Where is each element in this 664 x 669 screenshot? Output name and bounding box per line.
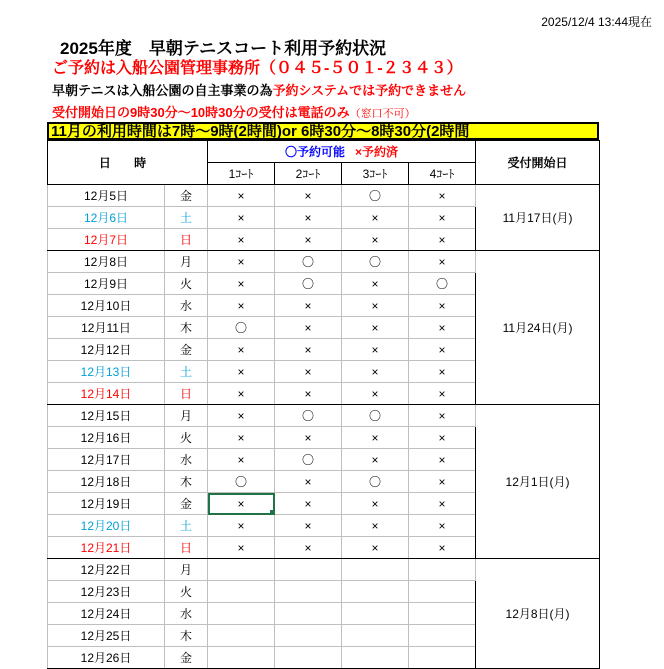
court-3-status-cell[interactable]: 〇 — [342, 405, 409, 427]
date-cell[interactable]: 12月23日 — [48, 581, 165, 603]
date-cell[interactable]: 12月19日 — [48, 493, 165, 515]
accept-start-date-cell[interactable]: 11月24日(月) — [476, 251, 600, 405]
weekday-cell[interactable]: 木 — [165, 317, 208, 339]
weekday-cell[interactable]: 火 — [165, 273, 208, 295]
header-court-4: 4ｺｰﾄ — [409, 163, 476, 185]
court-1-status-cell[interactable]: × — [208, 207, 275, 229]
court-3-status-cell[interactable] — [342, 625, 409, 647]
court-4-status-cell[interactable]: × — [409, 361, 476, 383]
court-3-status-cell[interactable]: × — [342, 317, 409, 339]
court-4-status-cell[interactable]: × — [409, 493, 476, 515]
phone-only-notice-a: 受付開始日の9時30分～10時30分の受付は電話のみ — [52, 105, 350, 120]
header-legend — [208, 141, 476, 163]
weekday-cell[interactable]: 金 — [165, 647, 208, 669]
weekday-cell[interactable]: 日 — [165, 537, 208, 559]
header-date: 日 時 — [48, 141, 208, 185]
court-1-status-cell[interactable]: × — [208, 229, 275, 251]
weekday-cell[interactable]: 火 — [165, 581, 208, 603]
accept-start-date-cell[interactable]: 12月8日(月) — [476, 559, 600, 669]
court-3-status-cell[interactable]: × — [342, 273, 409, 295]
date-cell[interactable]: 12月10日 — [48, 295, 165, 317]
court-1-status-cell[interactable]: × — [208, 449, 275, 471]
date-cell[interactable]: 12月5日 — [48, 185, 165, 207]
court-2-status-cell[interactable] — [275, 647, 342, 669]
court-1-status-cell[interactable]: × — [208, 537, 275, 559]
court-4-status-cell[interactable]: × — [409, 295, 476, 317]
table-row — [48, 405, 600, 427]
court-2-status-cell[interactable]: 〇 — [275, 251, 342, 273]
date-cell[interactable]: 12月26日 — [48, 647, 165, 669]
weekday-cell[interactable]: 土 — [165, 207, 208, 229]
court-3-status-cell[interactable]: × — [342, 515, 409, 537]
date-cell[interactable]: 12月12日 — [48, 339, 165, 361]
court-3-status-cell[interactable]: × — [342, 361, 409, 383]
phone-only-notice-b: （窓口不可） — [349, 108, 416, 120]
court-3-status-cell[interactable]: × — [342, 339, 409, 361]
self-business-notice-a: 早朝テニスは入船公園の自主事業の為 — [52, 83, 273, 98]
court-1-status-cell[interactable] — [208, 559, 275, 581]
weekday-cell[interactable]: 水 — [165, 295, 208, 317]
court-2-status-cell[interactable]: × — [275, 207, 342, 229]
weekday-cell[interactable]: 火 — [165, 427, 208, 449]
court-4-status-cell[interactable]: 〇 — [409, 273, 476, 295]
court-4-status-cell[interactable] — [409, 647, 476, 669]
date-cell[interactable]: 12月21日 — [48, 537, 165, 559]
court-2-status-cell[interactable] — [275, 559, 342, 581]
weekday-cell[interactable]: 土 — [165, 515, 208, 537]
weekday-cell[interactable]: 水 — [165, 449, 208, 471]
court-2-status-cell[interactable]: × — [275, 493, 342, 515]
court-2-status-cell[interactable]: × — [275, 229, 342, 251]
court-3-status-cell[interactable]: 〇 — [342, 251, 409, 273]
date-cell[interactable]: 12月25日 — [48, 625, 165, 647]
date-cell[interactable]: 12月8日 — [48, 251, 165, 273]
court-4-status-cell[interactable]: × — [409, 229, 476, 251]
court-3-status-cell[interactable]: 〇 — [342, 185, 409, 207]
weekday-cell[interactable]: 木 — [165, 625, 208, 647]
court-1-status-cell[interactable] — [208, 625, 275, 647]
court-4-status-cell[interactable]: × — [409, 471, 476, 493]
weekday-cell[interactable]: 日 — [165, 383, 208, 405]
fill-handle[interactable] — [270, 510, 275, 515]
court-2-status-cell[interactable]: × — [275, 383, 342, 405]
court-3-status-cell[interactable] — [342, 647, 409, 669]
reservation-rows — [48, 185, 600, 669]
weekday-cell[interactable]: 月 — [165, 559, 208, 581]
page-title: 2025年度 早朝テニスコート利用予約状況 — [60, 39, 387, 58]
court-4-status-cell[interactable]: × — [409, 251, 476, 273]
date-cell[interactable]: 12月15日 — [48, 405, 165, 427]
court-4-status-cell[interactable] — [409, 625, 476, 647]
accept-start-date-cell[interactable]: 11月17日(月) — [476, 185, 600, 251]
court-1-status-cell[interactable]: × — [208, 251, 275, 273]
court-1-status-cell[interactable]: 〇 — [208, 471, 275, 493]
header-court-1: 1ｺｰﾄ — [208, 163, 275, 185]
court-2-status-cell[interactable]: × — [275, 427, 342, 449]
court-2-status-cell[interactable]: × — [275, 295, 342, 317]
court-1-status-cell[interactable]: × — [208, 295, 275, 317]
legend-available: 〇予約可能 — [285, 145, 346, 159]
court-2-status-cell[interactable]: 〇 — [275, 449, 342, 471]
court-3-status-cell[interactable]: 〇 — [342, 471, 409, 493]
date-cell[interactable]: 12月24日 — [48, 603, 165, 625]
court-2-status-cell[interactable]: × — [275, 537, 342, 559]
court-3-status-cell[interactable] — [342, 603, 409, 625]
date-cell[interactable]: 12月17日 — [48, 449, 165, 471]
court-1-status-cell[interactable]: × — [208, 273, 275, 295]
court-4-status-cell[interactable]: × — [409, 427, 476, 449]
court-4-status-cell[interactable]: × — [409, 515, 476, 537]
weekday-cell[interactable]: 金 — [165, 493, 208, 515]
court-1-status-cell[interactable]: × — [208, 339, 275, 361]
date-cell[interactable]: 12月13日 — [48, 361, 165, 383]
header-accept-date: 受付開始日 — [476, 141, 600, 185]
header-court-3: 3ｺｰﾄ — [342, 163, 409, 185]
court-1-status-cell[interactable]: × — [208, 405, 275, 427]
court-2-status-cell[interactable] — [275, 581, 342, 603]
court-2-status-cell[interactable]: × — [275, 515, 342, 537]
weekday-cell[interactable]: 金 — [165, 185, 208, 207]
court-2-status-cell[interactable]: × — [275, 185, 342, 207]
court-3-status-cell[interactable]: × — [342, 493, 409, 515]
court-2-status-cell[interactable]: × — [275, 471, 342, 493]
selected-cell[interactable]: × — [208, 493, 275, 515]
accept-start-date-cell[interactable]: 12月1日(月) — [476, 405, 600, 559]
date-cell[interactable]: 12月20日 — [48, 515, 165, 537]
weekday-cell[interactable]: 月 — [165, 405, 208, 427]
court-3-status-cell[interactable]: × — [342, 295, 409, 317]
court-2-status-cell[interactable]: 〇 — [275, 273, 342, 295]
court-1-status-cell[interactable]: × — [208, 185, 275, 207]
reservation-contact: ご予約は入船公園管理事務所（０４５-５０１-２３４３） — [52, 60, 463, 77]
table-row — [48, 559, 600, 581]
court-1-status-cell[interactable]: 〇 — [208, 317, 275, 339]
legend-booked: ×予約済 — [355, 145, 399, 159]
date-cell[interactable]: 12月16日 — [48, 427, 165, 449]
table-row — [48, 185, 600, 207]
court-3-status-cell[interactable]: × — [342, 229, 409, 251]
court-2-status-cell[interactable] — [275, 603, 342, 625]
date-cell[interactable]: 12月22日 — [48, 559, 165, 581]
court-4-status-cell[interactable]: × — [409, 317, 476, 339]
date-cell[interactable]: 12月6日 — [48, 207, 165, 229]
self-business-notice-b: 予約システムでは予約できません — [272, 83, 467, 98]
court-2-status-cell[interactable] — [275, 625, 342, 647]
court-4-status-cell[interactable] — [409, 559, 476, 581]
court-3-status-cell[interactable] — [342, 559, 409, 581]
court-1-status-cell[interactable]: × — [208, 427, 275, 449]
date-cell[interactable]: 12月11日 — [48, 317, 165, 339]
table-row — [48, 251, 600, 273]
self-business-notice — [52, 80, 466, 99]
court-4-status-cell[interactable]: × — [409, 339, 476, 361]
phone-only-notice — [52, 102, 416, 121]
court-4-status-cell[interactable]: × — [409, 537, 476, 559]
date-cell[interactable]: 12月9日 — [48, 273, 165, 295]
court-4-status-cell[interactable] — [409, 603, 476, 625]
court-1-status-cell[interactable]: × — [208, 515, 275, 537]
timestamp: 2025/12/4 13:44現在 — [541, 15, 652, 29]
weekday-cell[interactable]: 金 — [165, 339, 208, 361]
court-4-status-cell[interactable]: × — [409, 383, 476, 405]
weekday-cell[interactable]: 水 — [165, 603, 208, 625]
court-2-status-cell[interactable]: × — [275, 317, 342, 339]
court-2-status-cell[interactable]: × — [275, 361, 342, 383]
court-4-status-cell[interactable]: × — [409, 449, 476, 471]
court-2-status-cell[interactable]: × — [275, 339, 342, 361]
court-1-status-cell[interactable]: × — [208, 361, 275, 383]
court-2-status-cell[interactable]: 〇 — [275, 405, 342, 427]
court-4-status-cell[interactable]: × — [409, 185, 476, 207]
weekday-cell[interactable]: 月 — [165, 251, 208, 273]
court-3-status-cell[interactable]: × — [342, 383, 409, 405]
court-1-status-cell[interactable] — [208, 647, 275, 669]
weekday-cell[interactable]: 土 — [165, 361, 208, 383]
usage-hours-banner: 11月の利用時間は7時～9時(2時間)or 6時30分～8時30分(2時間 — [47, 122, 599, 140]
court-4-status-cell[interactable] — [409, 581, 476, 603]
court-4-status-cell[interactable]: × — [409, 207, 476, 229]
date-cell[interactable]: 12月14日 — [48, 383, 165, 405]
header-court-2: 2ｺｰﾄ — [275, 163, 342, 185]
court-3-status-cell[interactable]: × — [342, 427, 409, 449]
court-3-status-cell[interactable]: × — [342, 207, 409, 229]
date-cell[interactable]: 12月18日 — [48, 471, 165, 493]
court-3-status-cell[interactable]: × — [342, 537, 409, 559]
court-4-status-cell[interactable]: × — [409, 405, 476, 427]
date-cell[interactable]: 12月7日 — [48, 229, 165, 251]
reservation-table — [47, 140, 600, 669]
court-3-status-cell[interactable]: × — [342, 449, 409, 471]
court-1-status-cell[interactable] — [208, 581, 275, 603]
court-1-status-cell[interactable]: × — [208, 383, 275, 405]
court-3-status-cell[interactable] — [342, 581, 409, 603]
weekday-cell[interactable]: 日 — [165, 229, 208, 251]
court-1-status-cell[interactable] — [208, 603, 275, 625]
weekday-cell[interactable]: 木 — [165, 471, 208, 493]
